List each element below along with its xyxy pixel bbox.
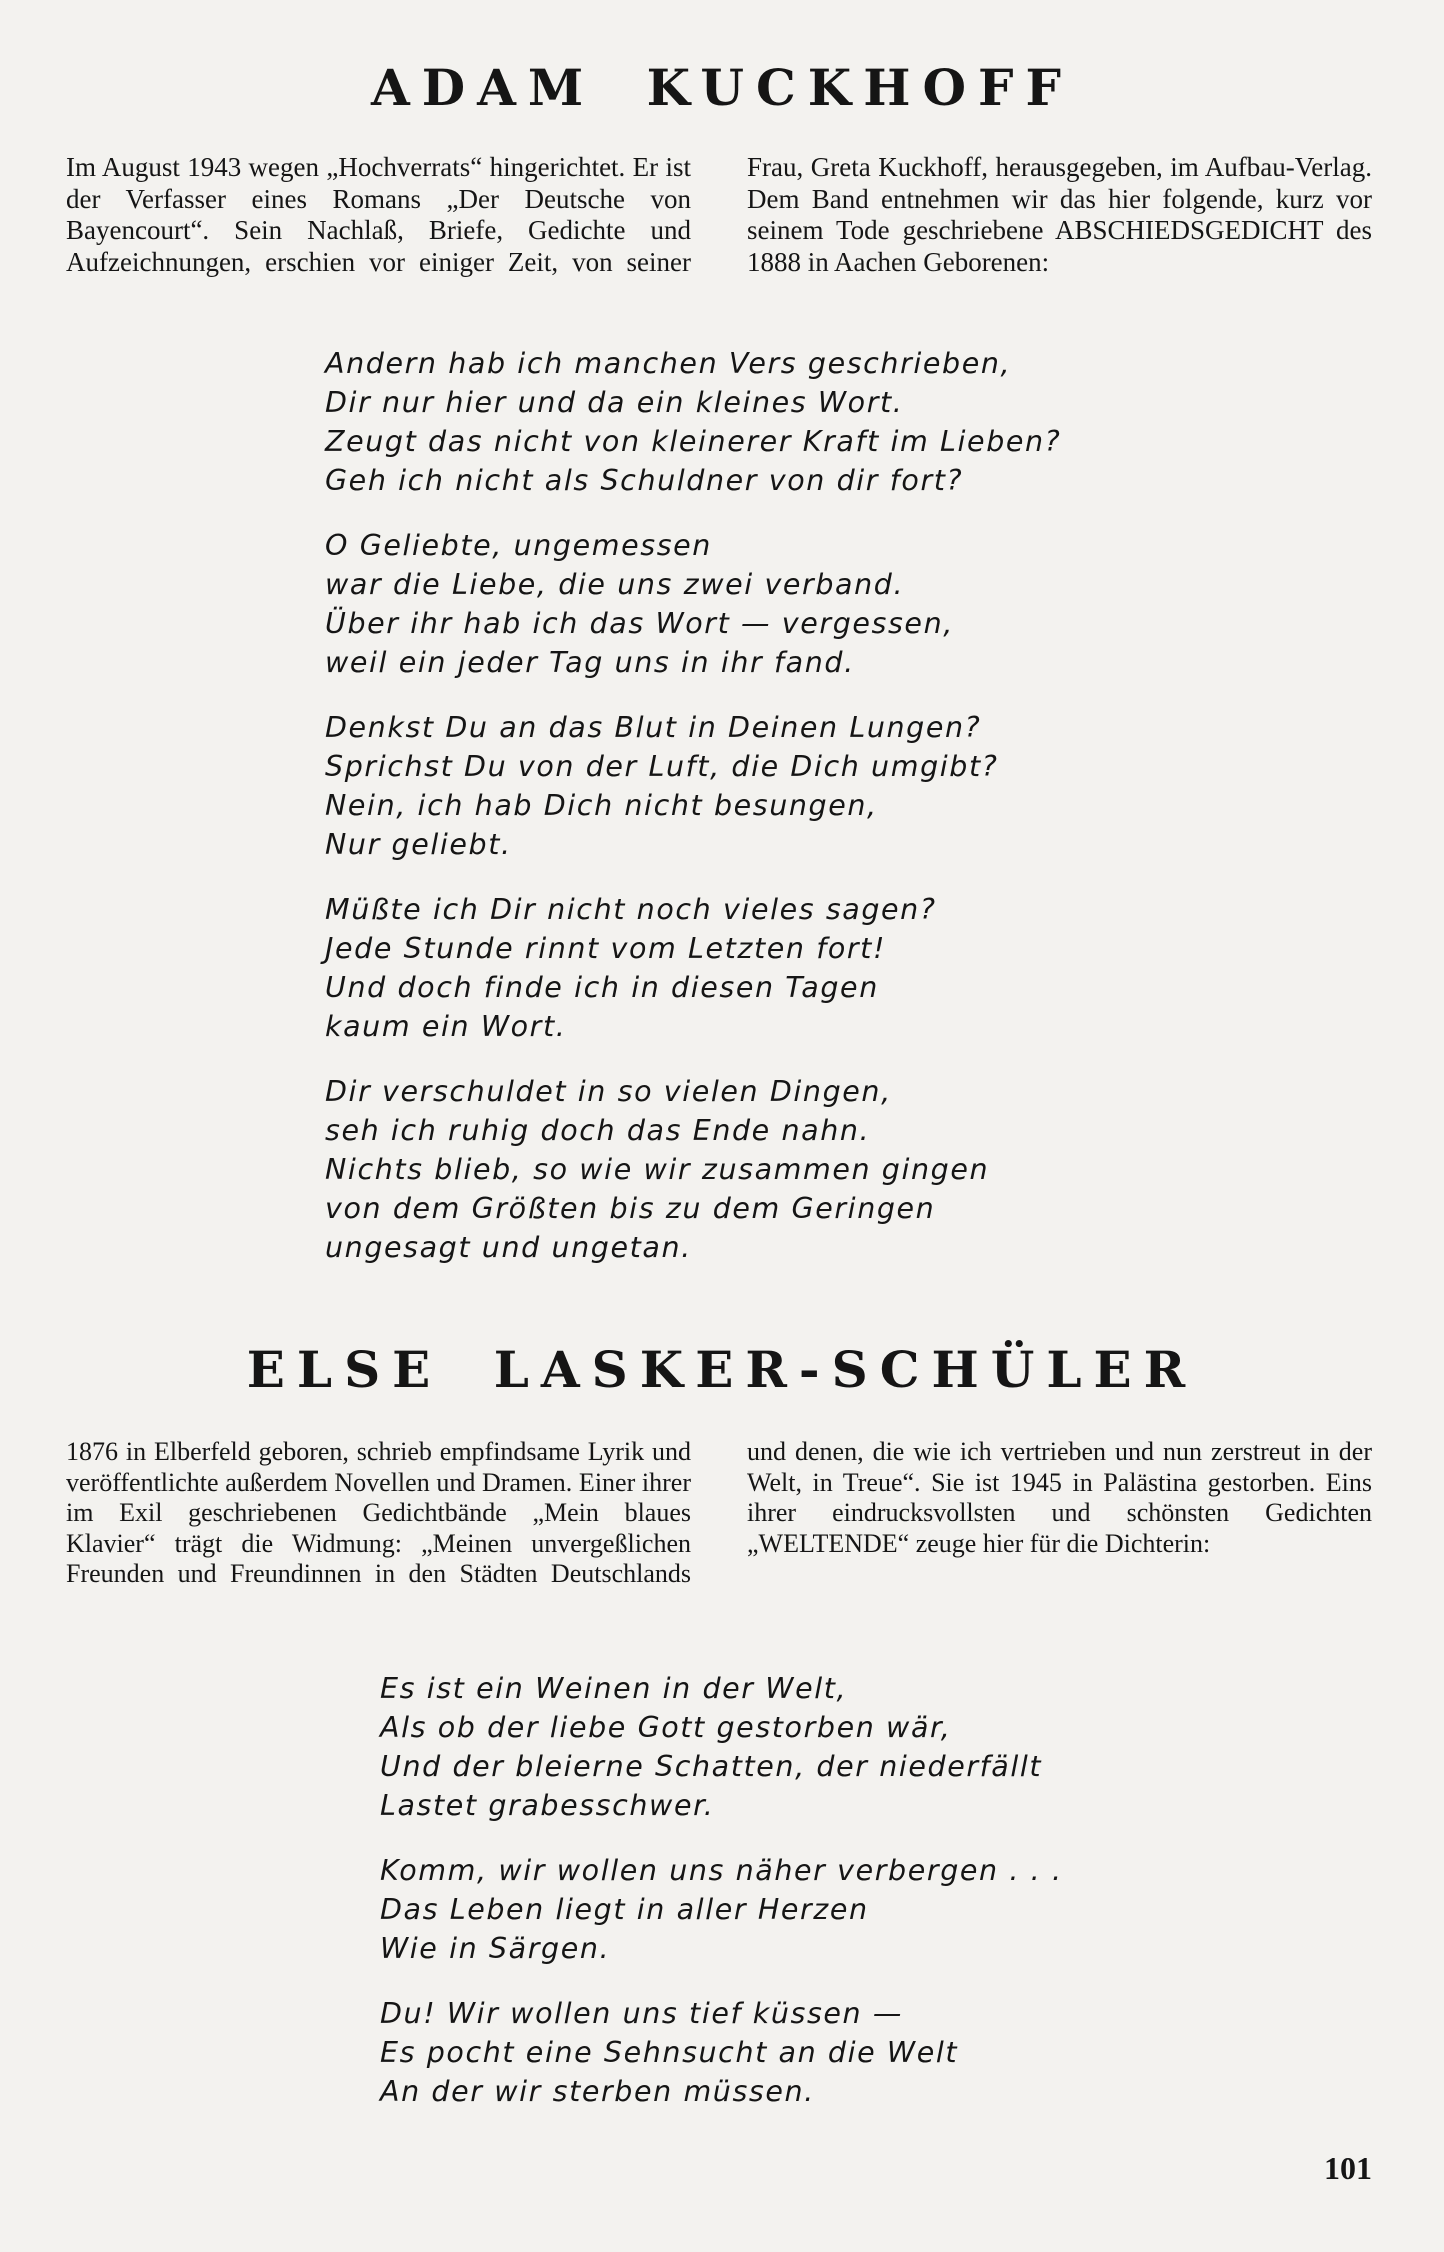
poem-line: Als ob der liebe Gott gestorben wär,	[380, 1711, 952, 1744]
stanza	[325, 1072, 1325, 1267]
stanza	[380, 1851, 1280, 1968]
poem-line: Nur geliebt.	[325, 828, 512, 861]
poem-line: Müßte ich Dir nicht noch vieles sagen?	[325, 893, 937, 926]
intro-kuckhoff	[66, 152, 1372, 312]
poem-line: Wie in Särgen.	[380, 1932, 611, 1965]
poem-line: Zeugt das nicht von kleinerer Kraft im Lieben?	[325, 425, 1062, 458]
poem-line: ungesagt und ungetan.	[325, 1231, 692, 1264]
section-title-kuckhoff: ADAM KUCKHOFF	[370, 58, 1074, 117]
poem-line: Andern hab ich manchen Vers geschrieben,	[325, 347, 1012, 380]
poem-line: Es pocht eine Sehnsucht an die Welt	[380, 2036, 959, 2069]
poem-line: Und doch finde ich in diesen Tagen	[325, 971, 879, 1004]
poem-line: war die Liebe, die uns zwei verband.	[325, 568, 905, 601]
poem-abschiedsgedicht	[325, 344, 1325, 1293]
poem-line: Denkst Du an das Blut in Deinen Lungen?	[325, 711, 982, 744]
page-number: 101	[1324, 2150, 1372, 2186]
poem-line: Und der bleierne Schatten, der niederfällt	[380, 1750, 1043, 1783]
poem-line: Es ist ein Weinen in der Welt,	[380, 1672, 848, 1705]
stanza	[325, 890, 1325, 1046]
stanza	[380, 1669, 1280, 1825]
poem-line: Lastet grabesschwer.	[380, 1789, 715, 1822]
intro-text: Im August 1943 wegen „Hochverrats“ hingerichtet. Er ist der Verfasser eines Romans „Der Deutsche von Bayencourt“. Sein Nachlaß, Briefe, Gedichte und Aufzeichnungen, erschien vor einiger Zeit, von seiner Frau, Greta Kuckhoff, herausgegeben, im Aufbau-Verlag. Dem Band entnehmen wir das hier folgende, kurz vor seinem Tode geschriebene ABSCHIEDSGEDICHT des 1888 in Aachen Geborenen:	[66, 152, 1372, 277]
poem-line: O Geliebte, ungemessen	[325, 529, 712, 562]
poem-line: Geh ich nicht als Schuldner von dir fort?	[325, 464, 964, 497]
stanza	[325, 526, 1325, 682]
poem-line: Du! Wir wollen uns tief küssen —	[380, 1997, 903, 2030]
section-title-lasker-schueler: ELSE LASKER-SCHÜLER	[246, 1340, 1198, 1399]
intro-lasker-schueler	[66, 1437, 1372, 1627]
poem-line: An der wir sterben müssen.	[380, 2075, 815, 2108]
poem-line: Komm, wir wollen uns näher verbergen . . .	[380, 1854, 1063, 1887]
stanza	[325, 344, 1325, 500]
poem-line: Dir verschuldet in so vielen Dingen,	[325, 1075, 892, 1108]
poem-line: seh ich ruhig doch das Ende nahn.	[325, 1114, 871, 1147]
poem-line: kaum ein Wort.	[325, 1010, 567, 1043]
intro-text: 1876 in Elberfeld geboren, schrieb empfindsame Lyrik und veröffentlichte außerdem Novellen und Dramen. Einer ihrer im Exil geschriebenen Gedichtbände „Mein blaues Klavier“ trägt die Widmung: „Meinen unvergeßlichen Freunden und Freundinnen in den Städten Deutschlands und denen, die wie ich vertrieben und nun zerstreut in der Welt, in Treue“. Sie ist 1945 in Palästina gestorben. Eins ihrer eindrucksvollsten und schönsten Gedichten „WELTENDE“ zeuge hier für die Dichterin:	[66, 1437, 1372, 1588]
stanza	[380, 1994, 1280, 2111]
poem-line: Nichts blieb, so wie wir zusammen gingen	[325, 1153, 990, 1186]
poem-line: Nein, ich hab Dich nicht besungen,	[325, 789, 878, 822]
poem-line: Dir nur hier und da ein kleines Wort.	[325, 386, 904, 419]
poem-line: weil ein jeder Tag uns in ihr fand.	[325, 646, 855, 679]
poem-line: von dem Größten bis zu dem Geringen	[325, 1192, 936, 1225]
poem-weltende	[380, 1669, 1280, 2137]
stanza	[325, 708, 1325, 864]
poem-line: Sprichst Du von der Luft, die Dich umgibt?	[325, 750, 999, 783]
poem-line: Über ihr hab ich das Wort — vergessen,	[325, 607, 954, 640]
poem-line: Jede Stunde rinnt vom Letzten fort!	[325, 932, 886, 965]
poem-line: Das Leben liegt in aller Herzen	[380, 1893, 869, 1926]
